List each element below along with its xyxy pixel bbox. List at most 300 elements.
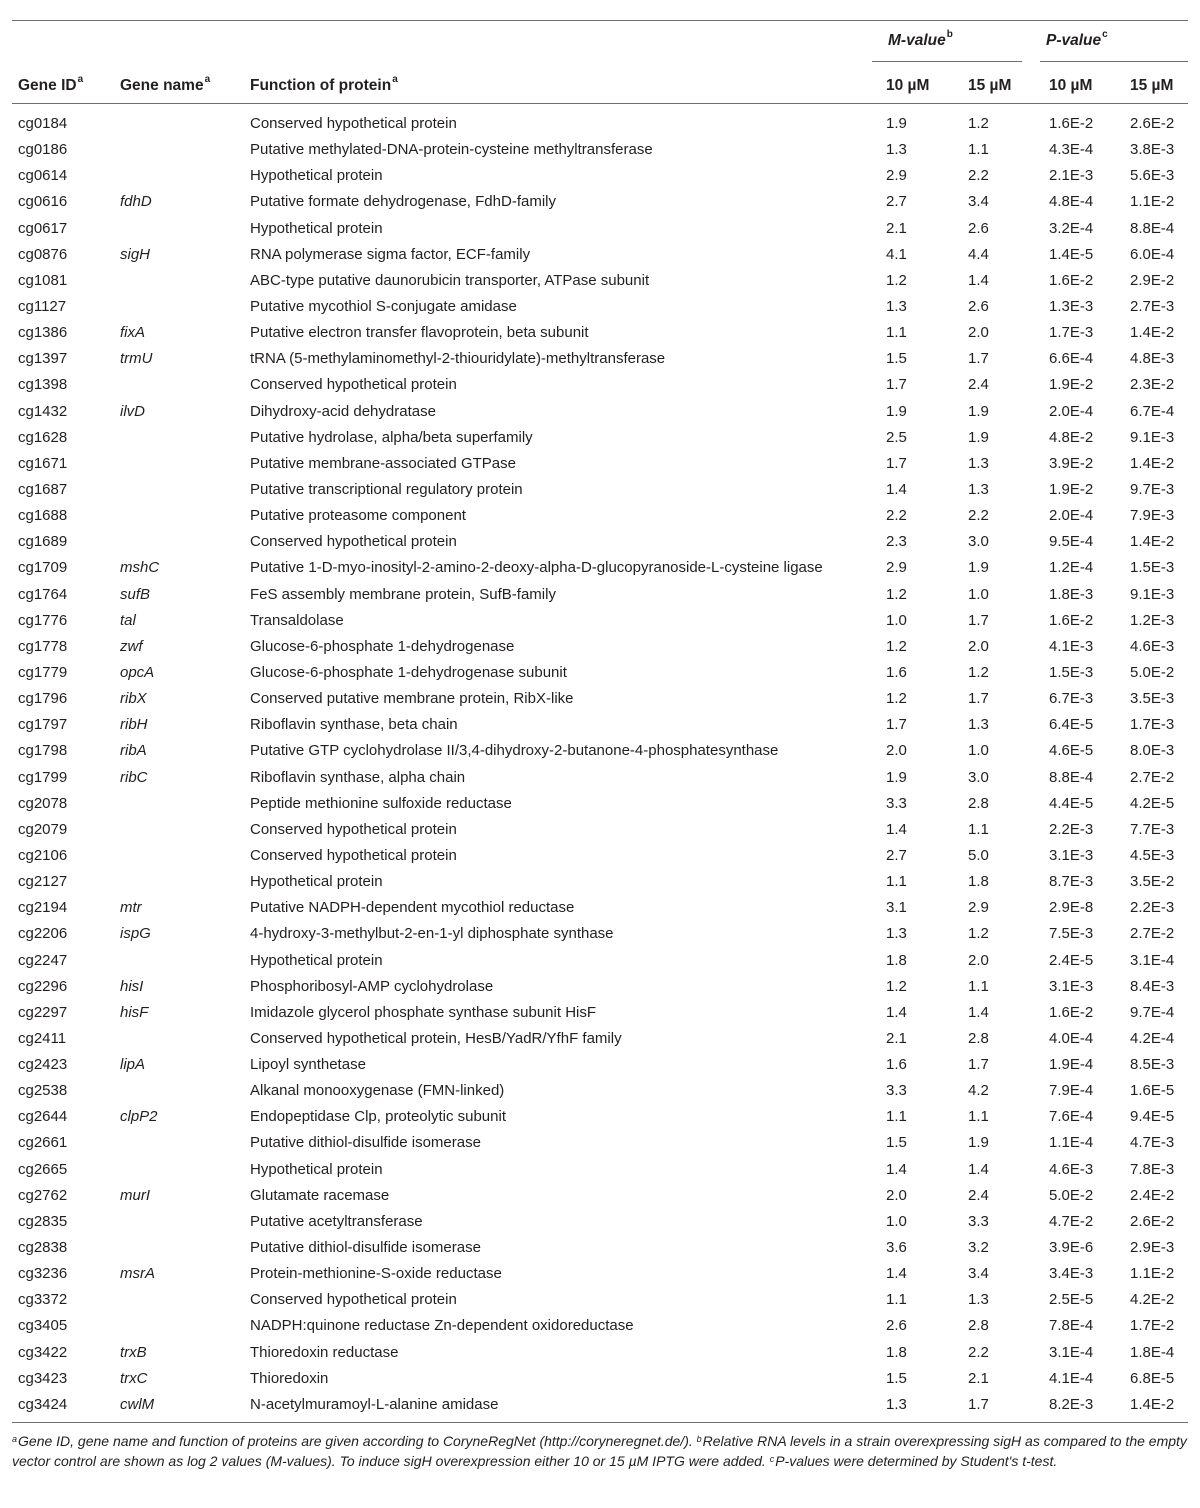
gene-id-cell: cg1764 <box>18 585 68 603</box>
m-value-10um-cell: 1.9 <box>886 402 907 420</box>
table-row <box>0 1158 1200 1184</box>
p-value-10um-cell: 2.4E-5 <box>1049 951 1094 969</box>
p-value-15um-cell: 4.2E-2 <box>1130 1291 1175 1309</box>
function-cell: Conserved putative membrane protein, RibX-like <box>250 690 574 708</box>
gene-id-cell: cg2297 <box>18 1003 68 1021</box>
m-value-15um-cell: 1.1 <box>968 977 989 995</box>
p-value-15um-cell: 2.3E-2 <box>1130 376 1175 394</box>
gene-id-cell: cg2296 <box>18 977 68 995</box>
function-cell: Putative 1-D-myo-inosityl-2-amino-2-deoxy-alpha-D-glucopyranoside-L-cysteine ligase <box>250 559 823 577</box>
m-value-15um-cell: 1.8 <box>968 873 989 891</box>
table-row <box>0 217 1200 243</box>
m-value-15um-cell: 1.1 <box>968 141 989 159</box>
col-header-m-10um: 10 µM <box>886 77 930 94</box>
m-value-15um-cell: 1.2 <box>968 663 989 681</box>
gene-id-cell: cg1671 <box>18 454 68 472</box>
gene-id-cell: cg0184 <box>18 115 68 132</box>
m-value-15um-cell: 2.2 <box>968 507 989 525</box>
p-value-15um-cell: 9.1E-3 <box>1130 585 1175 603</box>
gene-id-cell: cg2665 <box>18 1160 68 1178</box>
gene-id-cell: cg1687 <box>18 480 68 498</box>
p-value-10um-cell: 1.7E-3 <box>1049 324 1094 342</box>
table-row <box>0 1367 1200 1393</box>
gene-id-cell: cg2644 <box>18 1108 68 1126</box>
p-value-10um-cell: 6.7E-3 <box>1049 690 1094 708</box>
table-row <box>0 1314 1200 1340</box>
function-cell: Peptide methionine sulfoxide reductase <box>250 794 512 812</box>
gene-id-cell: cg1799 <box>18 768 68 786</box>
p-value-15um-cell: 3.8E-3 <box>1130 141 1175 159</box>
p-value-15um-cell: 8.5E-3 <box>1130 1056 1175 1074</box>
gene-id-cell: cg0616 <box>18 193 68 211</box>
p-value-10um-cell: 3.9E-2 <box>1049 454 1094 472</box>
gene-name-cell: ribA <box>120 742 147 760</box>
gene-id-cell: cg1397 <box>18 350 68 368</box>
p-value-15um-cell: 3.1E-4 <box>1130 951 1175 969</box>
function-cell: Hypothetical protein <box>250 873 383 891</box>
gene-name-cell: hisI <box>120 977 144 995</box>
gene-id-cell: cg1776 <box>18 611 68 629</box>
table-row <box>0 556 1200 582</box>
m-value-15um-cell: 1.9 <box>968 1134 989 1152</box>
gene-name-cell: sufB <box>120 585 151 603</box>
gene-name-cell: ilvD <box>120 402 145 420</box>
p-value-10um-cell: 1.6E-2 <box>1049 1003 1094 1021</box>
m-value-10um-cell: 1.2 <box>886 977 907 995</box>
function-cell: Putative proteasome component <box>250 507 466 525</box>
gene-id-cell: cg1386 <box>18 324 68 342</box>
gene-id-cell: cg1797 <box>18 716 68 734</box>
p-value-15um-cell: 4.7E-3 <box>1130 1134 1175 1152</box>
gene-id-cell: cg1432 <box>18 402 68 420</box>
p-value-15um-cell: 4.2E-4 <box>1130 1029 1175 1047</box>
m-value-15um-cell: 5.0 <box>968 846 989 864</box>
gene-id-cell: cg3422 <box>18 1343 68 1361</box>
p-value-15um-cell: 7.7E-3 <box>1130 820 1175 838</box>
p-value-15um-cell: 9.7E-3 <box>1130 480 1175 498</box>
p-value-10um-cell: 2.0E-4 <box>1049 507 1094 525</box>
table-row <box>0 269 1200 295</box>
function-cell: FeS assembly membrane protein, SufB-family <box>250 585 556 603</box>
gene-id-cell: cg1628 <box>18 428 68 446</box>
m-value-15um-cell: 2.1 <box>968 1369 989 1387</box>
m-value-15um-cell: 2.9 <box>968 899 989 917</box>
m-value-15um-cell: 3.4 <box>968 1265 989 1283</box>
table-row <box>0 190 1200 216</box>
function-cell: Riboflavin synthase, alpha chain <box>250 768 466 786</box>
gene-id-cell: cg2762 <box>18 1186 68 1204</box>
footnote-c: P-values were determined by Student's t-test. <box>775 1452 1058 1469</box>
table-row <box>0 1053 1200 1079</box>
m-value-15um-cell: 1.1 <box>968 820 989 838</box>
p-value-10um-cell: 7.5E-3 <box>1049 925 1094 943</box>
table-row <box>0 164 1200 190</box>
table-row <box>0 713 1200 739</box>
function-cell: Putative NADPH-dependent mycothiol reductase <box>250 899 575 917</box>
table-row <box>0 818 1200 844</box>
p-value-15um-cell: 3.5E-2 <box>1130 873 1175 891</box>
p-value-15um-cell: 1.1E-2 <box>1130 1265 1175 1283</box>
gene-id-cell: cg2127 <box>18 873 68 891</box>
table-row <box>0 687 1200 713</box>
gene-name-cell: fixA <box>120 324 146 342</box>
m-value-10um-cell: 1.5 <box>886 1134 907 1152</box>
function-cell: Phosphoribosyl-AMP cyclohydrolase <box>250 977 494 995</box>
gene-id-cell: cg1688 <box>18 507 68 525</box>
gene-id-cell: cg3236 <box>18 1265 68 1283</box>
gene-id-cell: cg2079 <box>18 820 68 838</box>
p-value-15um-cell: 2.6E-2 <box>1130 115 1175 132</box>
m-value-10um-cell: 1.3 <box>886 925 907 943</box>
function-cell: Putative methylated-DNA-protein-cysteine methyltransferase <box>250 141 653 159</box>
table-row <box>0 1236 1200 1262</box>
p-value-15um-cell: 8.8E-4 <box>1130 219 1175 237</box>
m-value-10um-cell: 1.0 <box>886 1212 907 1230</box>
m-value-15um-cell: 3.0 <box>968 533 989 551</box>
m-value-15um-cell: 3.2 <box>968 1239 989 1257</box>
p-value-10um-cell: 1.5E-3 <box>1049 663 1094 681</box>
table-row <box>0 530 1200 556</box>
p-value-15um-cell: 1.4E-2 <box>1130 1395 1175 1413</box>
function-cell: Conserved hypothetical protein <box>250 115 457 132</box>
function-cell: Putative membrane-associated GTPase <box>250 454 516 472</box>
col-header-function: Function of protein$^a$ <box>250 74 398 94</box>
function-cell: Hypothetical protein <box>250 167 383 185</box>
p-value-10um-cell: 8.7E-3 <box>1049 873 1094 891</box>
gene-id-cell: cg3405 <box>18 1317 68 1335</box>
m-value-15um-cell: 1.0 <box>968 585 989 603</box>
gene-name-cell: murI <box>120 1186 150 1204</box>
p-value-10um-cell: 2.0E-4 <box>1049 402 1094 420</box>
gene-id-cell: cg2538 <box>18 1082 68 1100</box>
gene-name-cell: msrA <box>120 1265 155 1283</box>
gene-id-cell: cg2411 <box>18 1029 67 1047</box>
function-cell: Putative mycothiol S-conjugate amidase <box>250 297 517 315</box>
m-value-15um-cell: 3.4 <box>968 193 989 211</box>
m-value-15um-cell: 1.4 <box>968 1003 989 1021</box>
gene-id-cell: cg1081 <box>18 271 68 289</box>
col-header-gene-name: Gene name$^a$ <box>120 74 211 94</box>
function-cell: Putative formate dehydrogenase, FdhD-family <box>250 193 556 211</box>
p-value-15um-cell: 2.9E-3 <box>1130 1239 1175 1257</box>
p-value-10um-cell: 3.4E-3 <box>1049 1265 1094 1283</box>
table-row <box>0 766 1200 792</box>
p-value-10um-cell: 7.8E-4 <box>1049 1317 1094 1335</box>
p-value-10um-cell: 6.6E-4 <box>1049 350 1094 368</box>
m-value-15um-cell: 1.3 <box>968 716 989 734</box>
p-value-10um-cell: 6.4E-5 <box>1049 716 1094 734</box>
table-row <box>0 295 1200 321</box>
gene-id-cell: cg1398 <box>18 376 68 394</box>
footnote-b: Relative RNA levels in a strain overexpressing sigH as compared to the empty vector control are shown as log 2 values (M-values). To induce sigH overexpression either 10 or 15 µM IPTG were added. <box>12 1433 1187 1469</box>
m-value-group-header: M-value$^b$ <box>888 29 953 49</box>
p-value-15um-cell: 1.5E-3 <box>1130 559 1175 577</box>
p-value-10um-cell: 8.2E-3 <box>1049 1395 1094 1413</box>
function-cell: Riboflavin synthase, beta chain <box>250 716 458 734</box>
table-row <box>0 1341 1200 1367</box>
gene-id-cell: cg2106 <box>18 846 68 864</box>
m-value-15um-cell: 2.2 <box>968 1343 989 1361</box>
function-cell: Conserved hypothetical protein <box>250 846 457 864</box>
p-value-15um-cell: 9.7E-4 <box>1130 1003 1175 1021</box>
gene-id-cell: cg2194 <box>18 899 68 917</box>
p-value-15um-cell: 2.9E-2 <box>1130 271 1175 289</box>
gene-id-cell: cg3423 <box>18 1369 68 1387</box>
p-value-15um-cell: 3.5E-3 <box>1130 690 1175 708</box>
m-value-10um-cell: 1.5 <box>886 350 907 368</box>
table-row <box>0 504 1200 530</box>
function-cell: Putative GTP cyclohydrolase II/3,4-dihydroxy-2-butanone-4-phosphatesynthase <box>250 742 779 760</box>
m-value-15um-cell: 2.6 <box>968 297 989 315</box>
m-value-group-rule <box>872 61 1022 62</box>
p-value-15um-cell: 4.5E-3 <box>1130 846 1175 864</box>
p-value-15um-cell: 2.7E-2 <box>1130 768 1175 786</box>
table-row <box>0 1210 1200 1236</box>
p-value-10um-cell: 3.1E-4 <box>1049 1343 1094 1361</box>
function-cell: Endopeptidase Clp, proteolytic subunit <box>250 1108 506 1126</box>
m-value-10um-cell: 1.9 <box>886 115 907 132</box>
m-value-10um-cell: 1.7 <box>886 716 907 734</box>
p-value-15um-cell: 1.8E-4 <box>1130 1343 1175 1361</box>
p-value-10um-cell: 7.6E-4 <box>1049 1108 1094 1126</box>
gene-name-cell: hisF <box>120 1003 149 1021</box>
table-row <box>0 1131 1200 1157</box>
m-value-10um-cell: 2.9 <box>886 167 907 185</box>
p-value-15um-cell: 5.0E-2 <box>1130 663 1175 681</box>
m-value-15um-cell: 1.4 <box>968 1160 989 1178</box>
m-value-10um-cell: 2.1 <box>886 1029 907 1047</box>
function-cell: Imidazole glycerol phosphate synthase subunit HisF <box>250 1003 597 1021</box>
table-row <box>0 243 1200 269</box>
m-value-15um-cell: 2.6 <box>968 219 989 237</box>
gene-id-cell: cg2078 <box>18 794 68 812</box>
table-row <box>0 400 1200 426</box>
function-cell: tRNA (5-methylaminomethyl-2-thiouridylate)-methyltransferase <box>250 350 666 368</box>
p-value-10um-cell: 1.9E-2 <box>1049 480 1094 498</box>
m-value-15um-cell: 1.4 <box>968 271 989 289</box>
gene-name-cell: trxC <box>120 1369 148 1387</box>
function-cell: Putative electron transfer flavoprotein, beta subunit <box>250 324 589 342</box>
p-value-15um-cell: 1.2E-3 <box>1130 611 1175 629</box>
p-value-10um-cell: 2.5E-5 <box>1049 1291 1094 1309</box>
p-value-15um-cell: 1.4E-2 <box>1130 533 1175 551</box>
m-value-15um-cell: 1.7 <box>968 1395 989 1413</box>
table-row <box>0 1079 1200 1105</box>
gene-name-cell: mtr <box>120 899 142 917</box>
m-value-10um-cell: 1.7 <box>886 376 907 394</box>
gene-id-cell: cg1778 <box>18 637 68 655</box>
table-row <box>0 609 1200 635</box>
gene-name-cell: cwlM <box>120 1395 155 1413</box>
gene-name-cell: mshC <box>120 559 160 577</box>
function-cell: Putative dithiol-disulfide isomerase <box>250 1239 481 1257</box>
m-value-15um-cell: 1.1 <box>968 1108 989 1126</box>
function-cell: Transaldolase <box>250 611 344 629</box>
table-row <box>0 426 1200 452</box>
p-value-15um-cell: 1.6E-5 <box>1130 1082 1175 1100</box>
gene-name-cell: ribC <box>120 768 148 786</box>
table-row <box>0 478 1200 504</box>
gene-id-cell: cg2661 <box>18 1134 68 1152</box>
p-value-10um-cell: 3.1E-3 <box>1049 977 1094 995</box>
function-cell: ABC-type putative daunorubicin transporter, ATPase subunit <box>250 271 650 289</box>
m-value-15um-cell: 4.4 <box>968 245 989 263</box>
m-value-10um-cell: 1.2 <box>886 690 907 708</box>
p-value-10um-cell: 4.6E-5 <box>1049 742 1094 760</box>
function-cell: Putative hydrolase, alpha/beta superfamily <box>250 428 533 446</box>
p-value-10um-cell: 8.8E-4 <box>1049 768 1094 786</box>
gene-id-cell: cg2835 <box>18 1212 68 1230</box>
m-value-15um-cell: 1.9 <box>968 559 989 577</box>
m-value-10um-cell: 1.3 <box>886 141 907 159</box>
gene-name-cell: trmU <box>120 350 153 368</box>
m-value-10um-cell: 1.1 <box>886 873 907 891</box>
p-value-10um-cell: 4.8E-2 <box>1049 428 1094 446</box>
p-value-15um-cell: 6.8E-5 <box>1130 1369 1175 1387</box>
p-value-10um-cell: 2.1E-3 <box>1049 167 1094 185</box>
m-value-15um-cell: 1.7 <box>968 611 989 629</box>
table-row <box>0 1184 1200 1210</box>
p-value-15um-cell: 8.0E-3 <box>1130 742 1175 760</box>
table-row <box>0 661 1200 687</box>
m-value-10um-cell: 4.1 <box>886 245 907 263</box>
p-value-15um-cell: 2.4E-2 <box>1130 1186 1175 1204</box>
function-cell: Putative dithiol-disulfide isomerase <box>250 1134 481 1152</box>
function-cell: Alkanal monooxygenase (FMN-linked) <box>250 1082 505 1100</box>
function-cell: Glucose-6-phosphate 1-dehydrogenase <box>250 637 515 655</box>
function-cell: Hypothetical protein <box>250 1160 383 1178</box>
function-cell: Lipoyl synthetase <box>250 1056 366 1074</box>
table-row <box>0 452 1200 478</box>
table-row <box>0 1105 1200 1131</box>
col-header-p-15um: 15 µM <box>1130 77 1174 94</box>
m-value-10um-cell: 1.4 <box>886 1003 907 1021</box>
gene-name-cell: sigH <box>120 245 151 263</box>
col-header-gene-id: Gene $ID^a$ <box>18 74 84 94</box>
table-row <box>0 922 1200 948</box>
table-bottom-rule <box>12 1422 1188 1423</box>
m-value-15um-cell: 1.9 <box>968 402 989 420</box>
function-cell: Putative acetyltransferase <box>250 1212 423 1230</box>
gene-id-cell: cg0186 <box>18 141 68 159</box>
p-value-10um-cell: 1.8E-3 <box>1049 585 1094 603</box>
table-row <box>0 1001 1200 1027</box>
p-value-15um-cell: 6.7E-4 <box>1130 402 1175 420</box>
m-value-15um-cell: 1.9 <box>968 428 989 446</box>
m-value-10um-cell: 3.3 <box>886 1082 907 1100</box>
m-value-15um-cell: 1.3 <box>968 1291 989 1309</box>
m-value-10um-cell: 1.2 <box>886 585 907 603</box>
p-value-15um-cell: 9.1E-3 <box>1130 428 1175 446</box>
p-value-10um-cell: 1.1E-4 <box>1049 1134 1094 1152</box>
footnote-a: Gene ID, gene name and function of proteins are given according to CoryneRegNet (http://coryneregnet.de/). <box>18 1433 697 1449</box>
header-rule <box>12 103 1188 104</box>
p-value-10um-cell: 1.6E-2 <box>1049 611 1094 629</box>
table-row <box>0 975 1200 1001</box>
function-cell: Conserved hypothetical protein <box>250 533 457 551</box>
m-value-10um-cell: 2.2 <box>886 507 907 525</box>
p-value-15um-cell: 7.9E-3 <box>1130 507 1175 525</box>
table-row <box>0 373 1200 399</box>
m-value-15um-cell: 1.0 <box>968 742 989 760</box>
table-row <box>0 844 1200 870</box>
table-row <box>0 1262 1200 1288</box>
table-row <box>0 949 1200 975</box>
gene-name-cell: opcA <box>120 663 155 681</box>
function-cell: Conserved hypothetical protein <box>250 376 457 394</box>
col-header-m-15um: 15 µM <box>968 77 1012 94</box>
function-cell: Hypothetical protein <box>250 219 383 237</box>
table-row <box>0 635 1200 661</box>
table-footnotes: $^a$Gene ID, gene name and function of proteins are given according to CoryneRegNet (http://coryneregnet.de/). $^b$Relative RNA levels in a strain overexpressing sigH as compared to the empty vector control are shown as log 2 values (M-values). To induce sigH overexpression either 10 or 15 µM IPTG were added. $^c$P-values were determined by Student's t-test. <box>12 1433 1187 1469</box>
function-cell: Hypothetical protein <box>250 951 383 969</box>
p-value-10um-cell: 7.9E-4 <box>1049 1082 1094 1100</box>
m-value-15um-cell: 4.2 <box>968 1082 989 1100</box>
p-value-10um-cell: 4.1E-3 <box>1049 637 1094 655</box>
m-value-10um-cell: 1.6 <box>886 1056 907 1074</box>
p-value-15um-cell: 1.4E-2 <box>1130 454 1175 472</box>
gene-name-cell: tal <box>120 611 136 629</box>
p-value-10um-cell: 3.1E-3 <box>1049 846 1094 864</box>
m-value-10um-cell: 2.6 <box>886 1317 907 1335</box>
p-value-10um-cell: 1.6E-2 <box>1049 271 1094 289</box>
p-value-15um-cell: 4.8E-3 <box>1130 350 1175 368</box>
m-value-15um-cell: 2.0 <box>968 324 989 342</box>
p-value-15um-cell: 4.6E-3 <box>1130 637 1175 655</box>
p-value-15um-cell: 2.7E-2 <box>1130 925 1175 943</box>
p-value-15um-cell: 2.7E-3 <box>1130 297 1175 315</box>
table-row <box>0 792 1200 818</box>
m-value-10um-cell: 2.5 <box>886 428 907 446</box>
gene-name-cell: ribX <box>120 690 147 708</box>
gene-id-cell: cg2206 <box>18 925 68 943</box>
m-value-10um-cell: 1.8 <box>886 951 907 969</box>
m-value-10um-cell: 2.7 <box>886 193 907 211</box>
p-value-10um-cell: 4.6E-3 <box>1049 1160 1094 1178</box>
p-value-10um-cell: 4.0E-4 <box>1049 1029 1094 1047</box>
m-value-15um-cell: 2.0 <box>968 637 989 655</box>
m-value-10um-cell: 1.7 <box>886 454 907 472</box>
m-value-15um-cell: 1.3 <box>968 454 989 472</box>
table-row <box>0 112 1200 138</box>
table-row <box>0 1393 1200 1419</box>
p-value-10um-cell: 4.7E-2 <box>1049 1212 1094 1230</box>
m-value-10um-cell: 1.3 <box>886 297 907 315</box>
gene-id-cell: cg1798 <box>18 742 68 760</box>
p-value-15um-cell: 1.7E-3 <box>1130 716 1175 734</box>
function-cell: N-acetylmuramoyl-L-alanine amidase <box>250 1395 499 1413</box>
p-value-15um-cell: 7.8E-3 <box>1130 1160 1175 1178</box>
gene-name-cell: lipA <box>120 1056 146 1074</box>
m-value-10um-cell: 1.4 <box>886 480 907 498</box>
gene-id-cell: cg1689 <box>18 533 68 551</box>
table-row <box>0 583 1200 609</box>
m-value-10um-cell: 1.4 <box>886 820 907 838</box>
gene-name-cell: zwf <box>120 637 143 655</box>
p-value-15um-cell: 1.1E-2 <box>1130 193 1175 211</box>
p-value-10um-cell: 1.9E-2 <box>1049 376 1094 394</box>
m-value-10um-cell: 1.3 <box>886 1395 907 1413</box>
p-value-10um-cell: 1.4E-5 <box>1049 245 1094 263</box>
p-value-10um-cell: 2.2E-3 <box>1049 820 1094 838</box>
gene-id-cell: cg3424 <box>18 1395 68 1413</box>
gene-id-cell: cg2423 <box>18 1056 68 1074</box>
m-value-15um-cell: 1.2 <box>968 115 989 132</box>
m-value-10um-cell: 3.1 <box>886 899 907 917</box>
m-value-10um-cell: 1.6 <box>886 663 907 681</box>
function-cell: Thioredoxin reductase <box>250 1343 399 1361</box>
gene-name-cell: fdhD <box>120 193 152 211</box>
